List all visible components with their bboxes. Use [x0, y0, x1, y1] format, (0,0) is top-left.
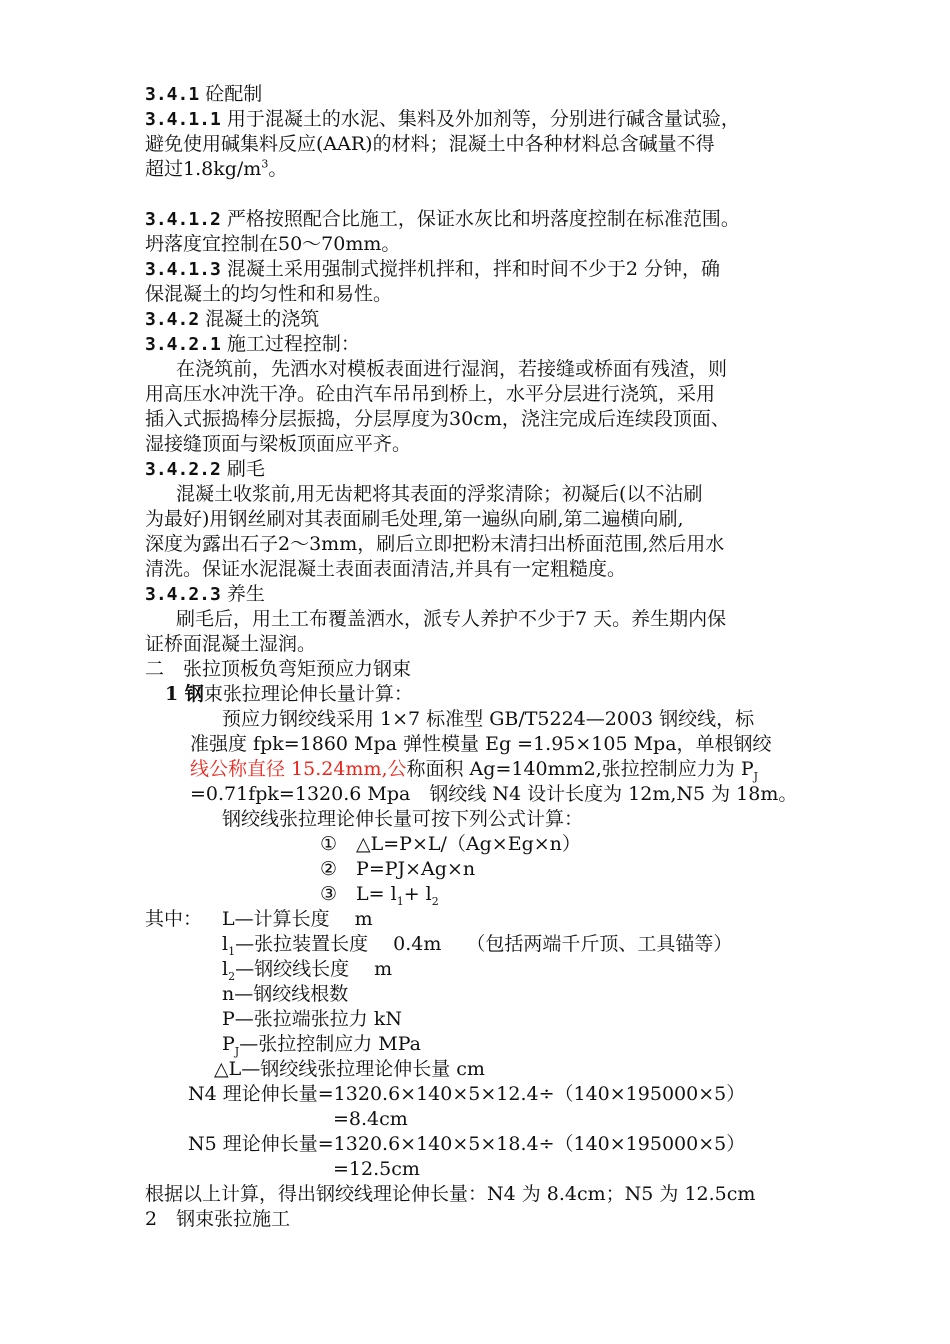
- definition-line: △L—钢绞线张拉理论伸长量 cm: [214, 1058, 485, 1080]
- where-label: 其中：: [145, 908, 203, 930]
- conclusion-line: 根据以上计算，得出钢绞线理论伸长量：N4 为 8.4cm；N5 为 12.5cm: [145, 1183, 756, 1205]
- calc-n4-result: =8.4cm: [333, 1108, 408, 1130]
- heading-3-4-2-2: 3.4.2.2 刷毛: [145, 458, 265, 480]
- paragraph-line: 钢绞线张拉理论伸长量可按下列公式计算：: [222, 808, 584, 830]
- definition-line: $l_2—$钢绞线长度 m: [222, 958, 393, 983]
- paragraph-line: 证桥面混凝土湿润。: [145, 633, 317, 655]
- paragraph-line: 刷毛后，用土工布覆盖洒水，派专人养护不少于7 天。养生期内保: [176, 608, 727, 630]
- paragraph-line: 清洗。保证水泥混凝土表面表面清洁,并具有一定粗糙度。: [145, 558, 627, 580]
- heading-1: 1 钢束张拉理论伸长量计算：: [165, 683, 413, 705]
- heading-3-4-2-1: 3.4.2.1 施工过程控制：: [145, 333, 360, 355]
- paragraph-line: 湿接缝顶面与梁板顶面应平齐。: [145, 433, 412, 455]
- paragraph-line: 准强度 fpk=1860 Mpa 弹性模量 Eg =1.95×105 Mpa，单根钢绞: [190, 733, 772, 755]
- heading-3-4-1-2: 3.4.1.2 严格按照配合比施工，保证水灰比和坍落度控制在标准范围。: [145, 208, 740, 230]
- definition-line: P—张拉端张拉力 kN: [222, 1008, 402, 1030]
- paragraph-line: 线公称直径 15.24mm,公称面积 Ag=140mm2,张拉控制应力为 $P_J$: [190, 758, 759, 783]
- paragraph-line: 为最好)用钢丝刷对其表面刷毛处理,第一遍纵向刷,第二遍横向刷,: [145, 508, 684, 530]
- paragraph-line: =0.71fpk=1320.6 Mpa 钢绞线 N4 设计长度为 12m,N5 为 18m。: [190, 783, 798, 805]
- paragraph-line: 混凝土收浆前,用无齿耙将其表面的浮浆清除；初凝后(以不沾刷: [176, 483, 703, 505]
- heading-3-4-2: 3.4.2 混凝土的浇筑: [145, 308, 320, 330]
- definition-line: $l_1—$张拉装置长度 0.4m （包括两端千斤顶、工具锚等）: [222, 933, 733, 958]
- calc-n4: N4 理论伸长量=1320.6×140×5×12.4÷（140×195000×5）: [188, 1083, 746, 1105]
- definition-line: $P_J—$张拉控制应力 MPa: [222, 1033, 421, 1058]
- section-title-part-2: 二 张拉顶板负弯矩预应力钢束: [145, 658, 412, 680]
- heading-3-4-1: 3.4.1 砼配制: [145, 83, 263, 105]
- paragraph-line: 插入式振捣棒分层振捣，分层厚度为30cm，浇注完成后连续段顶面、: [145, 408, 730, 430]
- formula-1: ① △L=P×L/（Ag×Eg×n）: [320, 833, 581, 855]
- heading-2: 2 钢束张拉施工: [145, 1208, 291, 1230]
- paragraph-line: 超过$1.8kg/m^3$。: [145, 157, 288, 180]
- paragraph-line: 在浇筑前，先洒水对模板表面进行湿润，若接缝或桥面有残渣，则: [176, 358, 728, 380]
- formula-3: ③ $L= l_1+ l_2$: [320, 883, 439, 908]
- definition-line: n—钢绞线根数: [222, 983, 349, 1005]
- paragraph-line: 坍落度宜控制在50～70mm。: [145, 233, 401, 255]
- calc-n5-result: =12.5cm: [333, 1158, 420, 1180]
- calc-n5: N5 理论伸长量=1320.6×140×5×18.4÷（140×195000×5）: [188, 1133, 746, 1155]
- heading-3-4-2-3: 3.4.2.3 养生: [145, 583, 265, 605]
- paragraph-line: 深度为露出石子2～3mm，刷后立即把粉末清扫出桥面范围,然后用水: [145, 533, 725, 555]
- heading-3-4-1-1: 3.4.1.1 用于混凝土的水泥、集料及外加剂等，分别进行碱含量试验，: [145, 108, 740, 130]
- definition-line: L—计算长度 m: [222, 908, 373, 930]
- paragraph-line: 避免使用碱集料反应(AAR)的材料；混凝土中各种材料总含碱量不得: [145, 133, 715, 155]
- paragraph-line: 预应力钢绞线采用 1×7 标准型 GB/T5224—2003 钢绞线，标: [222, 708, 755, 730]
- paragraph-line: 用高压水冲洗干净。砼由汽车吊吊到桥上，水平分层进行浇筑，采用: [145, 383, 716, 405]
- formula-2: ② P=PJ×Ag×n: [320, 858, 476, 880]
- heading-3-4-1-3: 3.4.1.3 混凝土采用强制式搅拌机拌和，拌和时间不少于2 分钟，确: [145, 258, 721, 280]
- paragraph-line: 保混凝土的均匀性和和易性。: [145, 283, 393, 305]
- highlighted-text: 线公称直径 15.24mm,公: [190, 758, 407, 780]
